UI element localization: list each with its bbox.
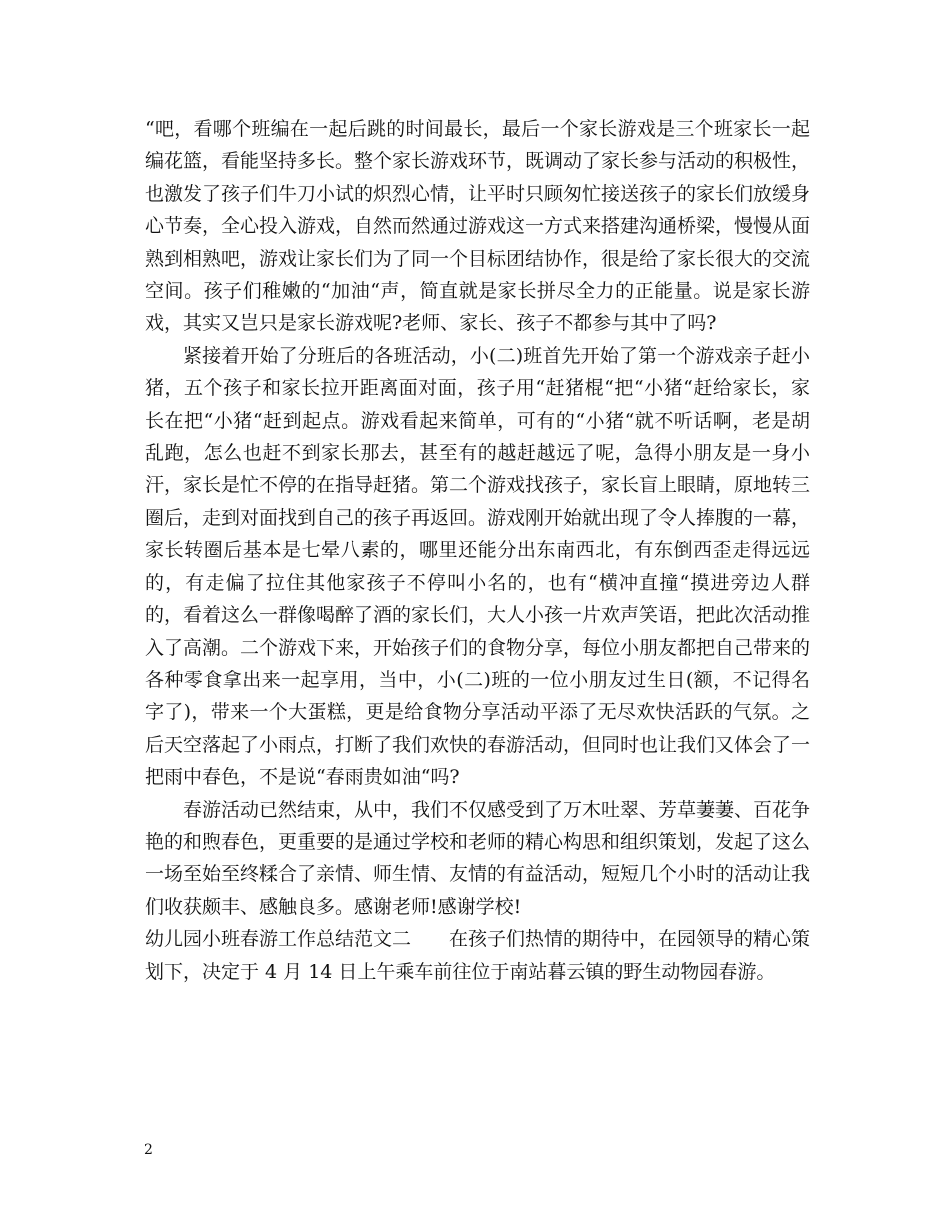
paragraph-3: 春游活动已然结束，从中，我们不仅感受到了万木吐翠、芳草萋萋、百花争艳的和煦春色，更重要的是通过学校和老师的精心构思和组织策划，发起了这么一场至始至终糅合了亲情、师生情、友情的有益活动，短短几个小时的活动让我们收获颇丰、感触良多。感谢老师!感谢学校! — [145, 798, 811, 918]
page-number: 2 — [144, 1142, 153, 1158]
paragraph-2: 紧接着开始了分班后的各班活动，小(二)班首先开始了第一个游戏亲子赶小猪，五个孩子和家长拉开距离面对面，孩子用“赶猪棍“把“小猪“赶给家长，家长在把“小猪“赶到起点。游戏看起来简单，可有的“小猪“就不听话啊，老是胡乱跑，怎么也赶不到家长那去，甚至有的越赶越远了呢，急得小朋友是一身小汗，家长是忙不停的在指导赶猪。第二个游戏找孩子，家长盲上眼睛，原地转三圈后，走到对面找到自己的孩子再返回。游戏刚开始就出现了令人捧腹的一幕，家长转圈后基本是七晕八素的，哪里还能分出东南西北，有东倒西歪走得远远的，有走偏了拉住其他家孩子不停叫小名的，也有“横冲直撞“摸进旁边人群的，看着这么一群像喝醉了酒的家长们，大人小孩一片欢声笑语，把此次活动推入了高潮。二个游戏下来，开始孩子们的食物分享，每位小朋友都把自己带来的各种零食拿出来一起享用，当中，小(二)班的一位小朋友过生日(额，不记得名字了)，带来一个大蛋糕，更是给食物分享活动平添了无尽欢快活跃的气氛。之后天空落起了小雨点，打断了我们欢快的春游活动，但同时也让我们又体会了一把雨中春色，不是说“春雨贵如油“吗? — [145, 344, 811, 789]
paragraph-1: “吧，看哪个班编在一起后跳的时间最长，最后一个家长游戏是三个班家长一起编花篮，看能坚持多长。整个家长游戏环节，既调动了家长参与活动的积极性，也激发了孩子们牛刀小试的炽烈心情，让平时只顾匆忙接送孩子的家长们放缓身心节奏，全心投入游戏，自然而然通过游戏这一方式来搭建沟通桥梁，慢慢从面熟到相熟吧，游戏让家长们为了同一个目标团结协作，很是给了家长很大的交流空间。孩子们稚嫩的“加油“声，简直就是家长拼尽全力的正能量。说是家长游戏，其实又岂只是家长游戏呢?老师、家长、孩子不都参与其中了吗? — [145, 118, 811, 335]
paragraph-4-section-heading: 幼儿园小班春游工作总结范文二 在孩子们热情的期待中，在园领导的精心策划下，决定于 4 月 14 日上午乘车前往位于南站暮云镇的野生动物园春游。 — [145, 928, 811, 983]
document-body — [145, 113, 810, 988]
